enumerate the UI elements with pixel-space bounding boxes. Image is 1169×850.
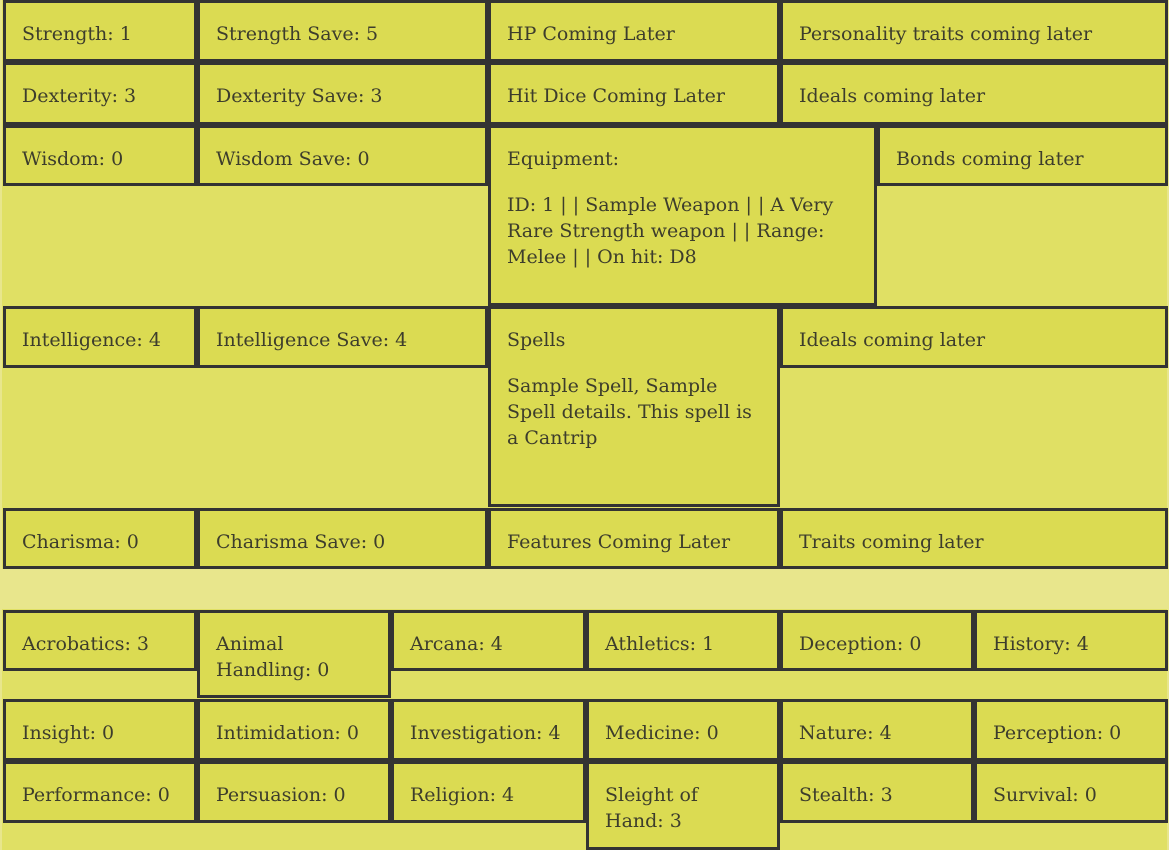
dexterity-save: Dexterity Save: 3 — [197, 62, 488, 125]
skill-intimidation: Intimidation: 0 — [197, 699, 391, 761]
skill-persuasion: Persuasion: 0 — [197, 761, 391, 823]
skill-survival: Survival: 0 — [974, 761, 1168, 823]
skill-religion: Religion: 4 — [391, 761, 586, 823]
bonds-box: Bonds coming later — [877, 125, 1168, 186]
wisdom-save: Wisdom Save: 0 — [197, 125, 488, 186]
skill-arcana: Arcana: 4 — [391, 610, 586, 671]
skill-sleight-of-hand: Sleight of Hand: 3 — [586, 761, 780, 850]
features-box: Features Coming Later — [488, 508, 780, 569]
ideals-box: Ideals coming later — [780, 62, 1168, 125]
spells-box — [488, 306, 780, 507]
skill-stealth: Stealth: 3 — [780, 761, 974, 823]
skill-performance: Performance: 0 — [3, 761, 197, 823]
hit-dice-box: Hit Dice Coming Later — [488, 62, 780, 125]
skill-animal-handling: Animal Handling: 0 — [197, 610, 391, 698]
skill-insight: Insight: 0 — [3, 699, 197, 761]
intelligence-score: Intelligence: 4 — [3, 306, 197, 368]
equipment-item: ID: 1 | | Sample Weapon | | A Very Rare Strength weapon | | Range: Melee | | On hit: D8 — [507, 194, 834, 268]
spells-title: Spells — [507, 329, 566, 351]
strength-save: Strength Save: 5 — [197, 0, 488, 62]
dexterity-score: Dexterity: 3 — [3, 62, 197, 125]
skill-perception: Perception: 0 — [974, 699, 1168, 761]
skill-medicine: Medicine: 0 — [586, 699, 780, 761]
hp-box: HP Coming Later — [488, 0, 780, 62]
ideals-box-2: Ideals coming later — [780, 306, 1168, 368]
spell-item: Sample Spell, Sample Spell details. This spell is a Cantrip — [507, 375, 752, 449]
intelligence-save: Intelligence Save: 4 — [197, 306, 488, 368]
skill-deception: Deception: 0 — [780, 610, 974, 671]
equipment-title: Equipment: — [507, 148, 620, 170]
section-gap — [2, 569, 1167, 609]
traits-box: Traits coming later — [780, 508, 1168, 569]
wisdom-score: Wisdom: 0 — [3, 125, 197, 186]
skill-history: History: 4 — [974, 610, 1168, 671]
skill-nature: Nature: 4 — [780, 699, 974, 761]
personality-traits-box: Personality traits coming later — [780, 0, 1168, 62]
charisma-save: Charisma Save: 0 — [197, 508, 488, 569]
skill-investigation: Investigation: 4 — [391, 699, 586, 761]
equipment-box — [488, 125, 877, 306]
skill-acrobatics: Acrobatics: 3 — [3, 610, 197, 671]
skill-athletics: Athletics: 1 — [586, 610, 780, 671]
charisma-score: Charisma: 0 — [3, 508, 197, 569]
strength-score: Strength: 1 — [3, 0, 197, 62]
